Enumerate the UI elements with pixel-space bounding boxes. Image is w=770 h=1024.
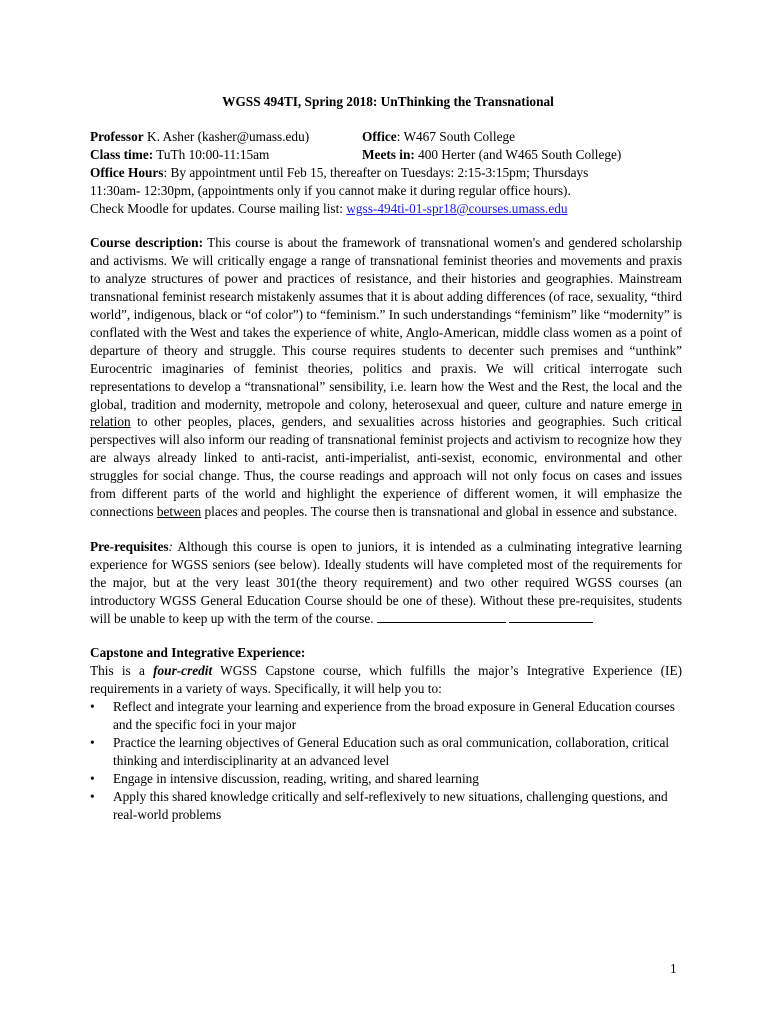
moodle-line xyxy=(90,200,682,218)
mailing-list-link[interactable]: wgss-494ti-01-spr18@courses.umass.edu xyxy=(346,200,568,216)
course-description-text-3: places and peoples. The course then is transnational and global in essence and substance. xyxy=(201,504,678,519)
list-item xyxy=(90,734,682,770)
meets-value: 400 Herter (and W465 South College) xyxy=(414,146,622,162)
classtime-value: TuTh 10:00-11:15am xyxy=(153,146,270,162)
classtime-label: Class time: xyxy=(90,146,154,162)
prerequisites-text: Although this course is open to juniors, it is intended as a culminating integrative learning experience for WGSS seniors (see below). Ideally students will have completed most of the requirements for the major, but at the very least 301(the theory requirement) and two other required WGSS courses (an introductory WGSS General Education Course should be one of these). Without these pre-requisites, students will be unable to keep up with the term of the course. xyxy=(90,538,682,626)
list-item xyxy=(90,770,682,788)
course-description xyxy=(90,234,682,521)
office-info xyxy=(362,128,515,146)
meets-info xyxy=(362,146,621,164)
capstone-intro-2: WGSS Capstone course, which fulfills the major’s Integrative Experience (IE) requirements in a variety of ways. Specifically, it will help you to: xyxy=(90,663,683,697)
capstone-intro-emphasis: four-credit xyxy=(153,663,213,679)
capstone-intro xyxy=(90,662,682,698)
capstone-intro-1: This is a xyxy=(90,663,154,679)
list-item-text: Apply this shared knowledge critically and self-reflexively to new situations, challenging questions, and real-world problems xyxy=(113,788,668,822)
office-hours-line-2: 11:30am- 12:30pm, (appointments only if you cannot make it during regular office hours). xyxy=(90,182,571,198)
bullet-icon: • xyxy=(90,788,95,804)
meets-label: Meets in: xyxy=(362,146,415,162)
list-item-text: Practice the learning objectives of General Education such as oral communication, collaboration, critical thinking and interdisciplinarity at an advanced level xyxy=(113,734,670,768)
capstone-section xyxy=(90,644,682,823)
page-number: 1 xyxy=(670,961,677,976)
course-description-text-2: to other peoples, places, genders, and sexualities across histories and geographies. Such critical perspectives will also inform our reading of transnational feminist projects and activism to recognize how they are always already linked to anti-racist, anti-imperialist, anti-sexist, economic, environmental and other struggles for social change. Thus, the course readings and approach will not only focus on cases and issues from different parts of the world and highlight the experience of different women, it will emphasize the connections xyxy=(90,414,682,519)
office-hours-line xyxy=(90,164,682,182)
prerequisites-colon: : xyxy=(168,538,173,554)
list-item-text: Engage in intensive discussion, reading, writing, and shared learning xyxy=(113,770,479,786)
list-item xyxy=(90,788,682,824)
prerequisites-label: Pre-requisites xyxy=(90,538,169,554)
bullet-icon: • xyxy=(90,770,95,786)
classtime-row xyxy=(90,146,682,164)
capstone-bullet-list xyxy=(90,698,682,823)
bullet-icon: • xyxy=(90,734,95,750)
professor-row xyxy=(90,128,682,146)
list-item xyxy=(90,698,682,734)
professor-value: K. Asher (kasher@umass.edu) xyxy=(143,128,310,144)
blank-line-1 xyxy=(377,610,506,623)
course-description-label: Course description: xyxy=(90,235,203,251)
office-hours-value: : By appointment until Feb 15, thereafter on Tuesdays: 2:15-3:15pm; Thursdays xyxy=(163,164,589,180)
course-description-underline-1: in relation xyxy=(90,396,682,430)
course-title: WGSS 494TI, Spring 2018: UnThinking the Transnational xyxy=(222,94,554,109)
office-hours-label: Office Hours xyxy=(90,164,164,180)
capstone-heading: Capstone and Integrative Experience: xyxy=(90,645,306,661)
prerequisites xyxy=(90,538,682,628)
moodle-text: Check Moodle for updates. Course mailing list: xyxy=(90,200,347,216)
blank-line-2 xyxy=(509,610,593,623)
office-value: : W467 South College xyxy=(396,128,516,144)
document-page xyxy=(90,93,682,824)
office-label: Office xyxy=(362,128,397,144)
bullet-icon: • xyxy=(90,699,95,715)
professor-label: Professor xyxy=(90,128,144,144)
list-item-text: Reflect and integrate your learning and experience from the broad exposure in General Education courses and the specific foci in your major xyxy=(113,699,675,733)
course-description-text-1: This course is about the framework of transnational women's and gendered scholarship and activisms. We will critically engage a range of transnational feminist theories and movements and praxis to analyze structures of power and practices of resistance, and their histories and geographies. Mainstream transnational feminist research mistakenly assumes that it is about adding differences (of race, sexuality, “third world”, indigenous, black or “of color”) to “feminism.” In such understandings “feminism” like “modernity” is conflated with the West and takes the experience of white, Anglo-American, middle class women as a point of departure of theory and struggle. This course requires students to decenter such premises and “unthink” Eurocentric imaginaries of feminist theories, politics and praxis. We will critical interrogate such representations to develop a “transnational” sensibility, i.e. learn how the West and the Rest, the local and the global, tradition and modernity, metropole and colony, heterosexual and queer, culture and nature emerge xyxy=(90,235,682,412)
course-description-underline-2: between xyxy=(156,504,202,519)
